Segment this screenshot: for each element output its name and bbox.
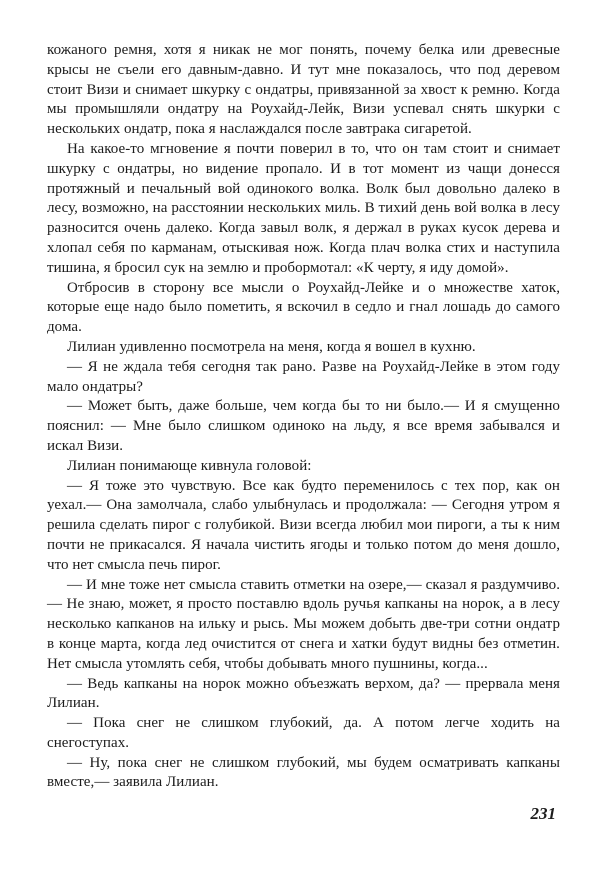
paragraph: кожаного ремня, хотя я никак не мог понять, почему белка или древесные крысы не съели его давным-давно. И тут мне показалось, что под деревом стоит Визи и снимает шкурку с ондатры, привязанной за хвост к ремню. Когда мы промышляли ондатру на Роухайд-Лейк, Визи успевал снять шкурки с нескольких ондатр, пока я наслаждался после завтрака сигаретой. [47,42,560,138]
dialogue-line: — Я тоже это чувствую. Все как будто переменилось с тех пор, как он уехал.— Она замолчала, слабо улыбнулась и продолжала: — Сегодня утром я решила сделать пирог с голубикой. Визи всегда любил мои пироги, а ты к ним почти не прикасался. Я начала чистить ягоды и только потом до меня дошло, что нет смысла печь пирог. [47,477,560,573]
dialogue-line: — Ведь капканы на норок можно объезжать верхом, да? — прервала меня Лилиан. [47,675,560,712]
dialogue-line: — Пока снег не слишком глубокий, да. А потом легче ходить на снегоступах. [47,715,560,751]
paragraph: На какое-то мгновение я почти поверил в то, что он там стоит и снимает шкурку с ондатры, но видение пропало. И в тот момент из чащи донесся протяжный и печальный вой одинокого волка. Волк был довольно далеко в лесу, возможно, на расстоянии нескольких миль. В тихий день вой волка в лесу разносится очень далеко. Когда завыл волк, я держал в руках кусок дерева и хлопал себя по карманам, отыскивая нож. Когда плач волка стих и наступила тишина, я бросил сук на землю и пробормотал: «К черту, я иду домой». [47,140,560,276]
paragraph: Лилиан понимающе кивнула головой: [67,457,312,474]
paragraph: Лилиан удивленно посмотрела на меня, когда я вошел в кухню. [67,338,476,355]
dialogue-line: — Может быть, даже больше, чем когда бы то ни было.— И я смущенно пояснил: — Мне было слишком одиноко на льду, я все время забывался и искал Визи. [47,398,560,454]
dialogue-line: — Я не ждала тебя сегодня так рано. Разве на Роухайд-Лейке в этом году мало ондатры? [47,358,560,395]
page-text [47,41,560,793]
dialogue-line: — Ну, пока снег не слишком глубокий, мы будем осматривать капканы вместе,— заявила Лилиан. [47,754,560,791]
dialogue-line: — И мне тоже нет смысла ставить отметки на озере,— сказал я раздумчиво.— Не знаю, может, я просто поставлю вдоль ручья капканы на норок, а в лесу несколько капканов на ильку и рысь. Мы можем добыть две-три сотни ондатр в конце марта, когда лед очистится от снега и хатки будут видны без отметин. Нет смысла утомлять себя, чтобы добывать много пушнины, когда... [47,576,560,672]
paragraph: Отбросив в сторону все мысли о Роухайд-Лейке и о множестве хаток, которые еще надо было пометить, я вскочил в седло и гнал лошадь до самого дома. [47,279,560,336]
page-number: 231 [530,804,556,823]
